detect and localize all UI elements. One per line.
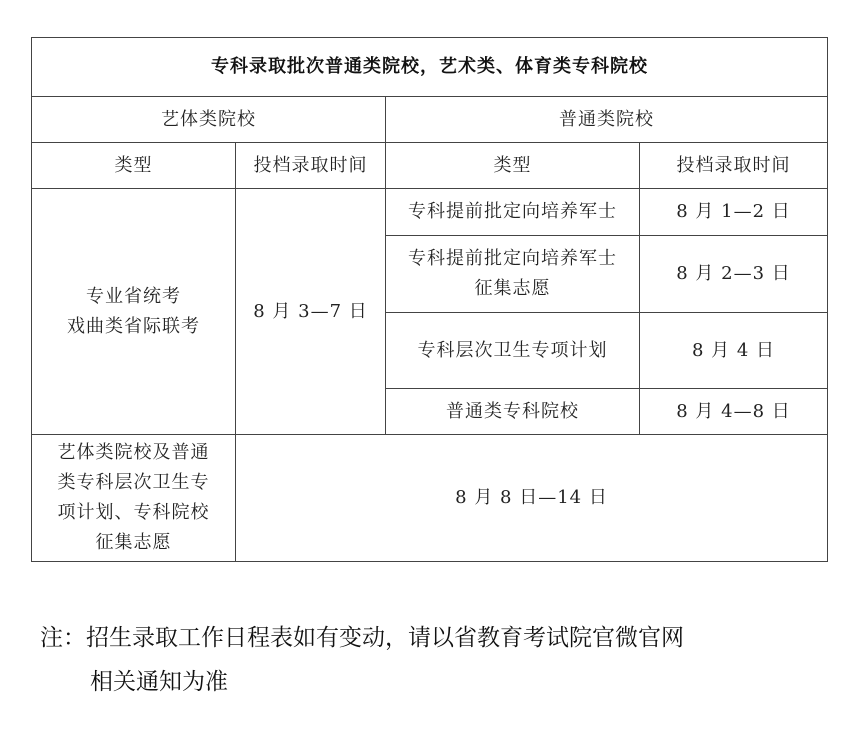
section-header-general: 普通类院校	[386, 97, 828, 143]
footnote-line-2: 相关通知为准	[90, 669, 228, 695]
general-type-line: 专科提前批定向培养军士	[408, 248, 617, 269]
general-time-cell: 8 月 1—2 日	[640, 189, 828, 236]
final-type-line: 艺体类院校及普通	[57, 442, 210, 463]
section-header-art: 艺体类院校	[32, 97, 386, 143]
general-time-cell: 8 月 4 日	[640, 313, 828, 389]
general-type-cell: 专科层次卫生专项计划	[386, 313, 640, 389]
art-type-provincial-exam: 专业省统考	[86, 285, 181, 307]
general-type-cell: 普通类专科院校	[386, 389, 640, 435]
column-header-time-general: 投档录取时间	[640, 143, 828, 189]
general-time-cell: 8 月 2—3 日	[640, 236, 828, 313]
general-time-cell: 8 月 4—8 日	[640, 389, 828, 435]
table-title: 专科录取批次普通类院校，艺术类、体育类专科院校	[32, 38, 828, 97]
general-type-line: 征集志愿	[474, 278, 551, 299]
final-type-line: 项计划、专科院校	[57, 502, 210, 523]
final-type-line: 类专科层次卫生专	[57, 472, 210, 493]
final-type-cell	[32, 435, 236, 562]
final-type-line: 征集志愿	[95, 532, 172, 553]
art-types-cell	[32, 189, 236, 435]
admission-schedule-table	[31, 37, 828, 562]
art-time-cell: 8 月 3—7 日	[236, 189, 386, 435]
footnote-line-1: 注：招生录取工作日程表如有变动，请以省教育考试院官微官网	[40, 625, 684, 651]
general-type-cell: 专科提前批定向培养军士	[386, 189, 640, 236]
art-type-opera-exam: 戏曲类省际联考	[67, 315, 200, 337]
footnote	[40, 616, 830, 704]
column-header-type-art: 类型	[32, 143, 236, 189]
general-type-cell	[386, 236, 640, 313]
column-header-type-general: 类型	[386, 143, 640, 189]
column-header-time-art: 投档录取时间	[236, 143, 386, 189]
final-time-cell: 8 月 8 日—14 日	[236, 435, 828, 562]
